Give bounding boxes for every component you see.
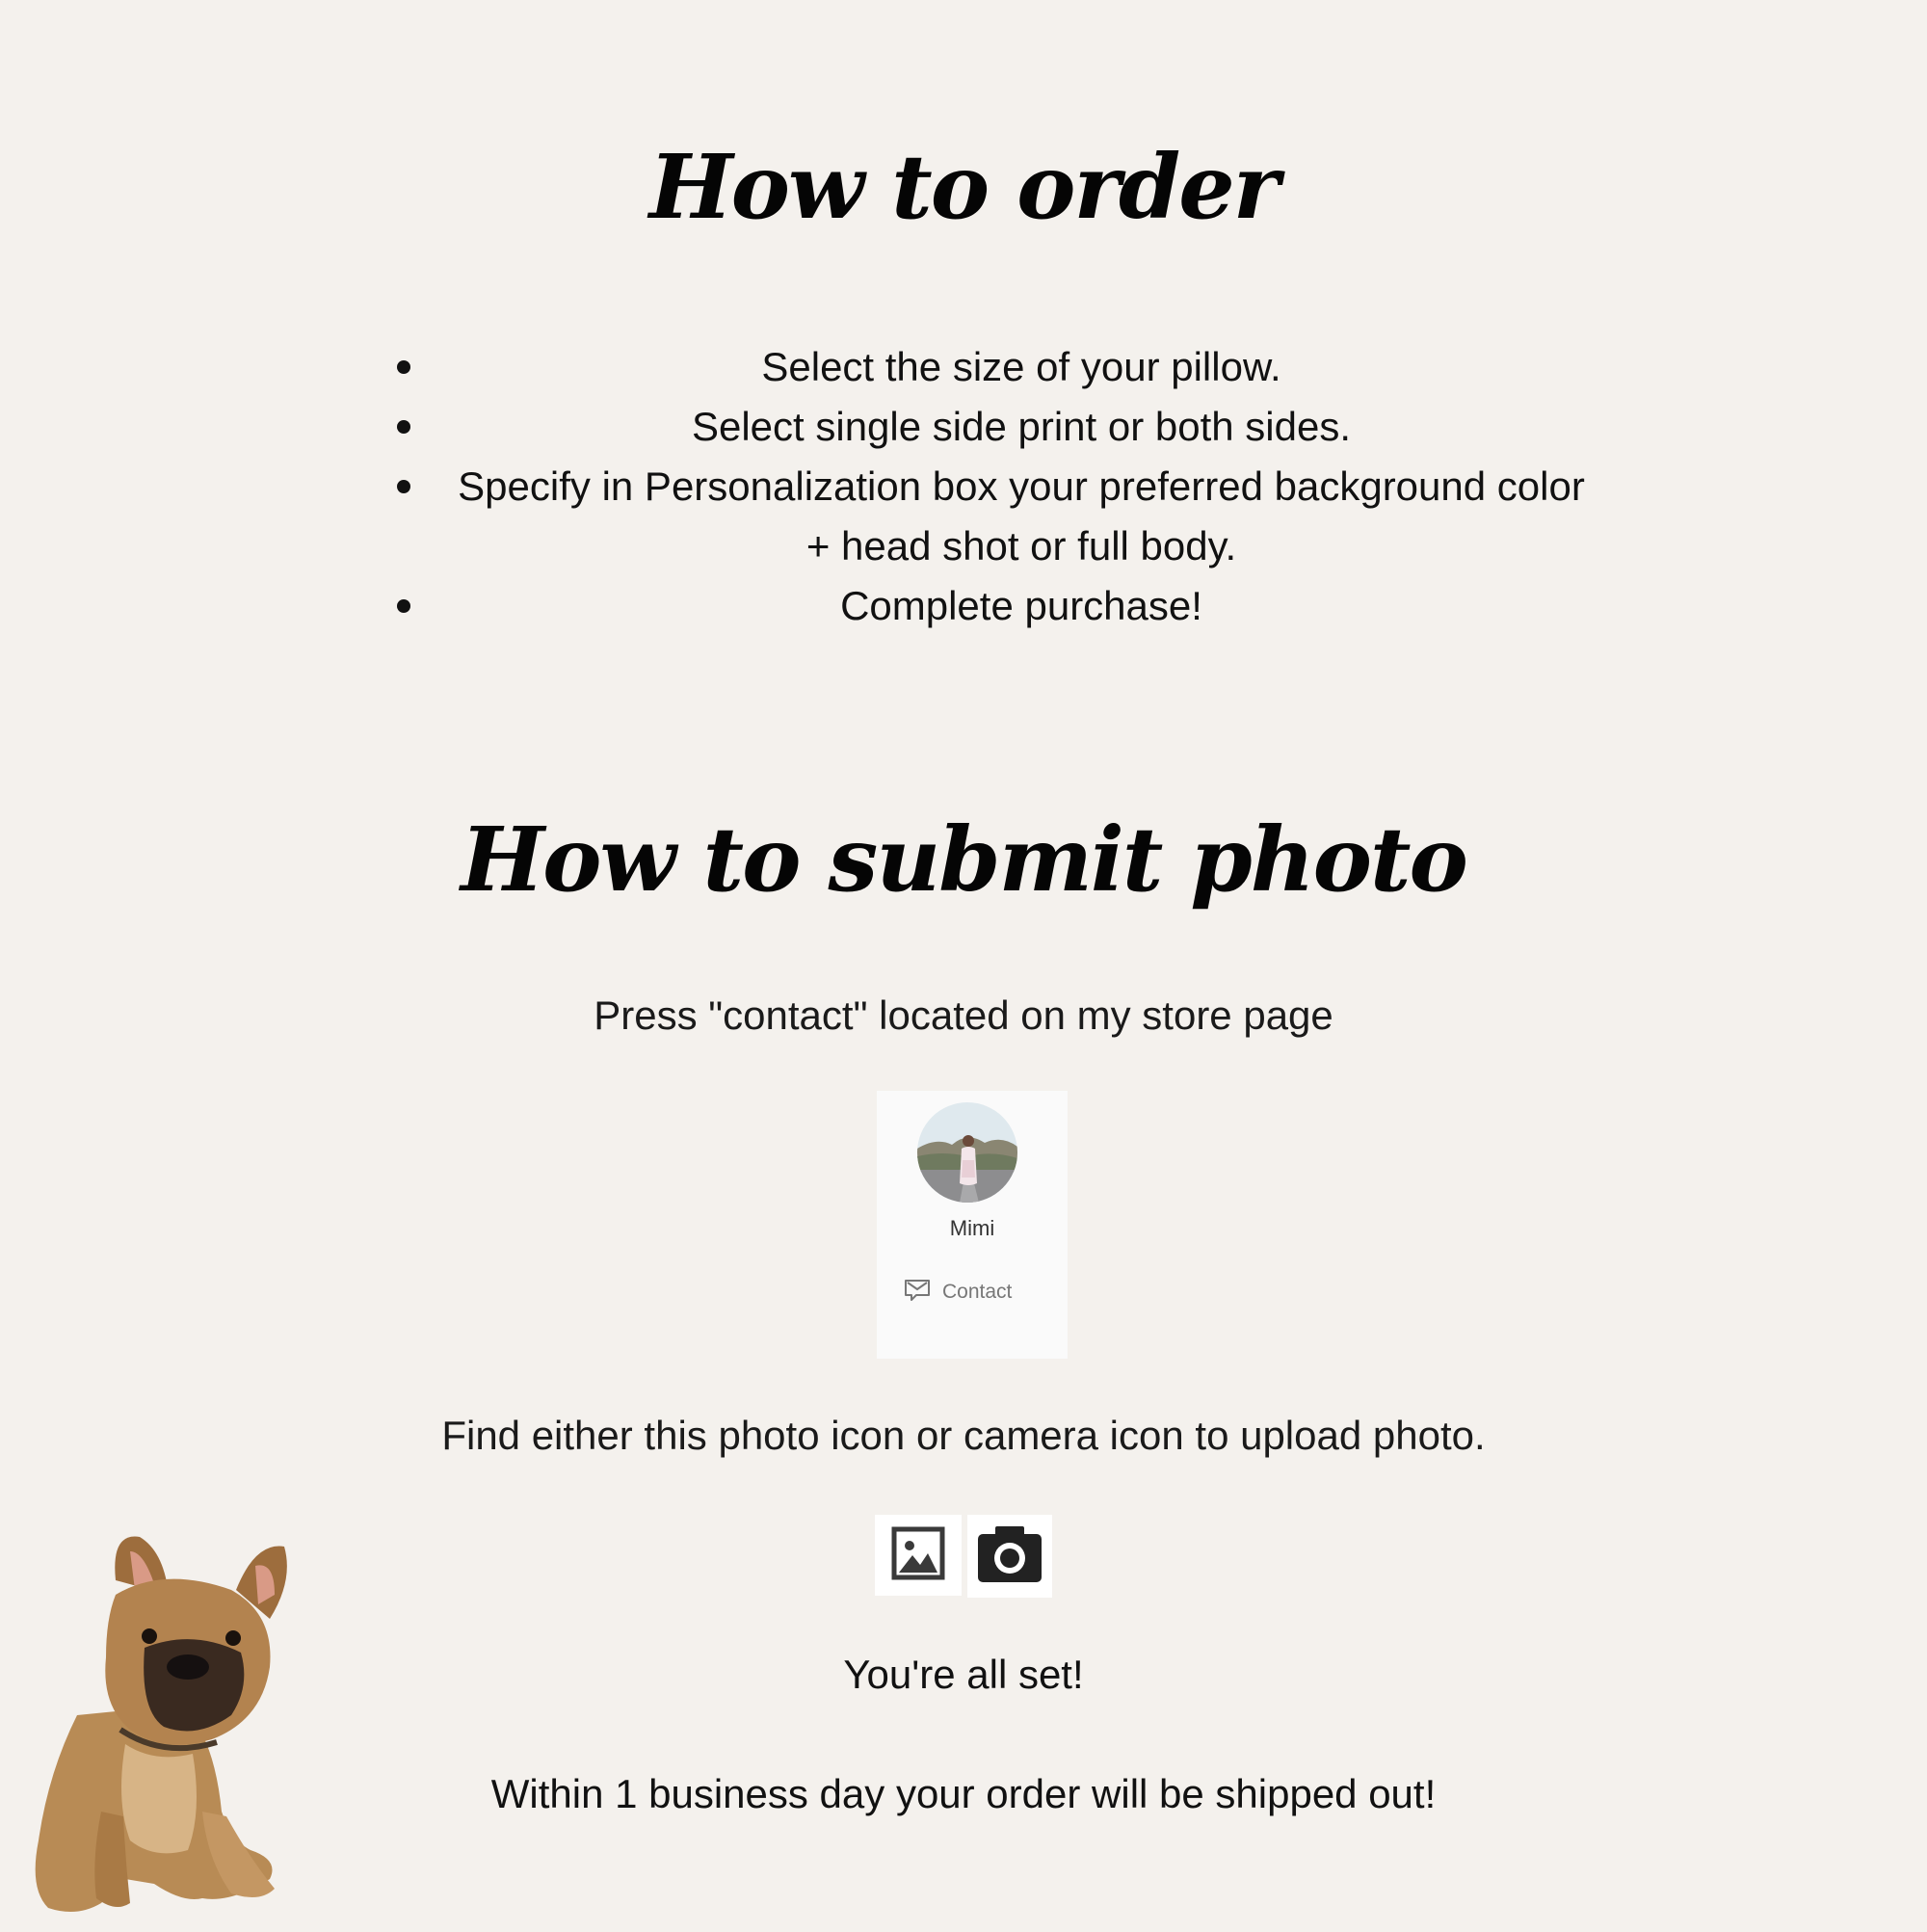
- store-profile-card: [877, 1091, 1068, 1359]
- order-step-text: Select single side print or both sides.: [691, 404, 1352, 449]
- order-step-text: Complete purchase!: [840, 583, 1202, 628]
- bullet-icon: [397, 599, 410, 613]
- order-step-text: Specify in Personalization box your preferred background color + head shot or full body.: [458, 463, 1585, 569]
- camera-upload-button[interactable]: [967, 1515, 1052, 1598]
- camera-icon: [976, 1524, 1043, 1589]
- bullet-icon: [397, 480, 410, 493]
- contact-button[interactable]: [904, 1278, 1012, 1307]
- order-heading: How to order: [648, 135, 1279, 239]
- photo-icon: [891, 1526, 945, 1585]
- order-step-text: Select the size of your pillow.: [761, 344, 1281, 389]
- shipping-message: Within 1 business day your order will be shipped out!: [490, 1771, 1437, 1816]
- contact-instruction: Press "contact" located on my store page: [594, 992, 1333, 1038]
- message-icon: [904, 1279, 931, 1307]
- profile-name: Mimi: [949, 1216, 995, 1240]
- order-step: [385, 397, 1599, 457]
- photo-upload-button[interactable]: [875, 1515, 962, 1596]
- upload-instruction: Find either this photo icon or camera icon to upload photo.: [441, 1413, 1486, 1458]
- bullet-icon: [397, 360, 410, 374]
- bullet-icon: [397, 420, 410, 434]
- contact-label: Contact: [942, 1281, 1013, 1303]
- order-step: [385, 576, 1599, 636]
- order-step: [385, 337, 1599, 397]
- done-message: You're all set!: [843, 1652, 1084, 1697]
- submit-heading: How to submit photo: [461, 807, 1466, 912]
- order-steps-list: [385, 337, 1599, 636]
- french-bulldog-image: [10, 1522, 299, 1927]
- avatar[interactable]: [917, 1102, 1017, 1203]
- order-step: [385, 457, 1599, 576]
